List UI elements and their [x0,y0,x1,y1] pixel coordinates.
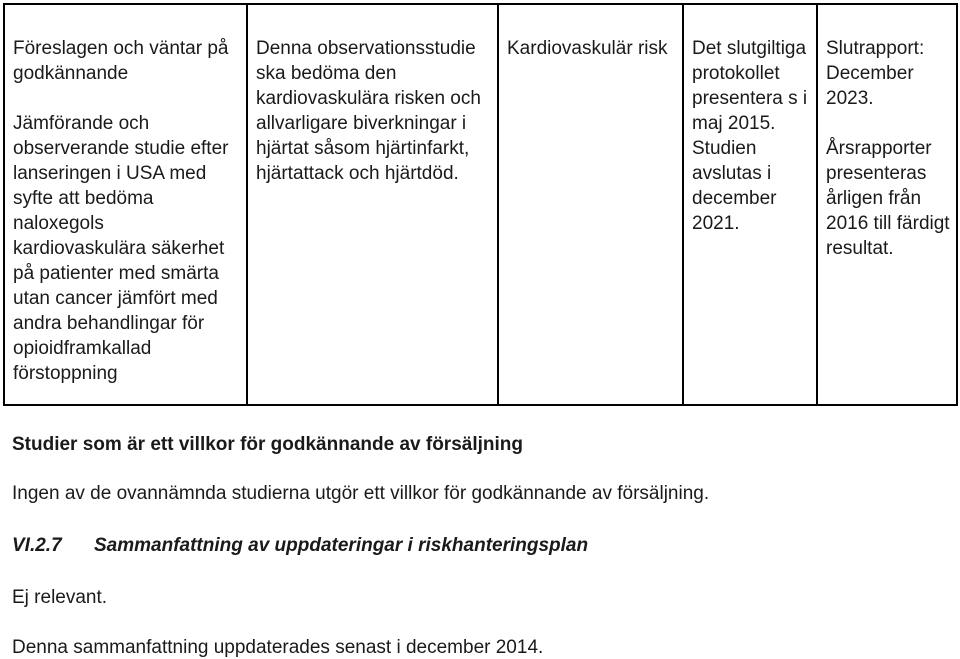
conditions-heading: Studier som är ett villkor för godkännande av försäljning [12,434,523,455]
section-heading [12,535,588,557]
section-title: Sammanfattning av uppdateringar i riskhanteringsplan [94,535,589,556]
table-cell-safety-concern [498,4,683,405]
final-report-text: Slutrapport: December 2023. [826,38,925,109]
table-cell-reports [817,4,957,405]
conditions-paragraph: Ingen av de ovannämnda studierna utgör ett villkor för godkännande av försäljning. [12,483,710,504]
status-text: Det slutgiltiga protokollet presentera s i maj 2015. Studien avslutas i december 2021. [692,38,808,234]
table-cell-study [4,4,247,405]
not-relevant-paragraph: Ej relevant. [12,587,108,608]
study-status-text: Föreslagen och väntar på godkännande [13,38,229,84]
objectives-text: Denna observationsstudie ska bedöma den kardiovaskulära risken och allvarligare biverkningar i hjärtat såsom hjärtinfarkt, hjärtattack och hjärtdöd. [256,38,481,184]
table-cell-status [683,4,817,405]
table-row [4,4,957,405]
safety-concern-text: Kardiovaskulär risk [507,38,668,59]
last-updated-paragraph: Denna sammanfattning uppdaterades senast i december 2014. [12,637,544,658]
table-cell-objectives [247,4,498,405]
study-table [3,3,958,406]
annual-reports-text: Årsrapporter presenteras årligen från 2016 till färdigt resultat. [826,138,950,259]
section-number: VI.2.7 [12,535,62,556]
study-description-text: Jämförande och observerande studie efter lanseringen i USA med syfte att bedöma naloxegols kardiovaskulära säkerhet på patienter med smärta utan cancer jämfört med andra behandlingar för opioidframkallad förstoppning [13,113,229,384]
